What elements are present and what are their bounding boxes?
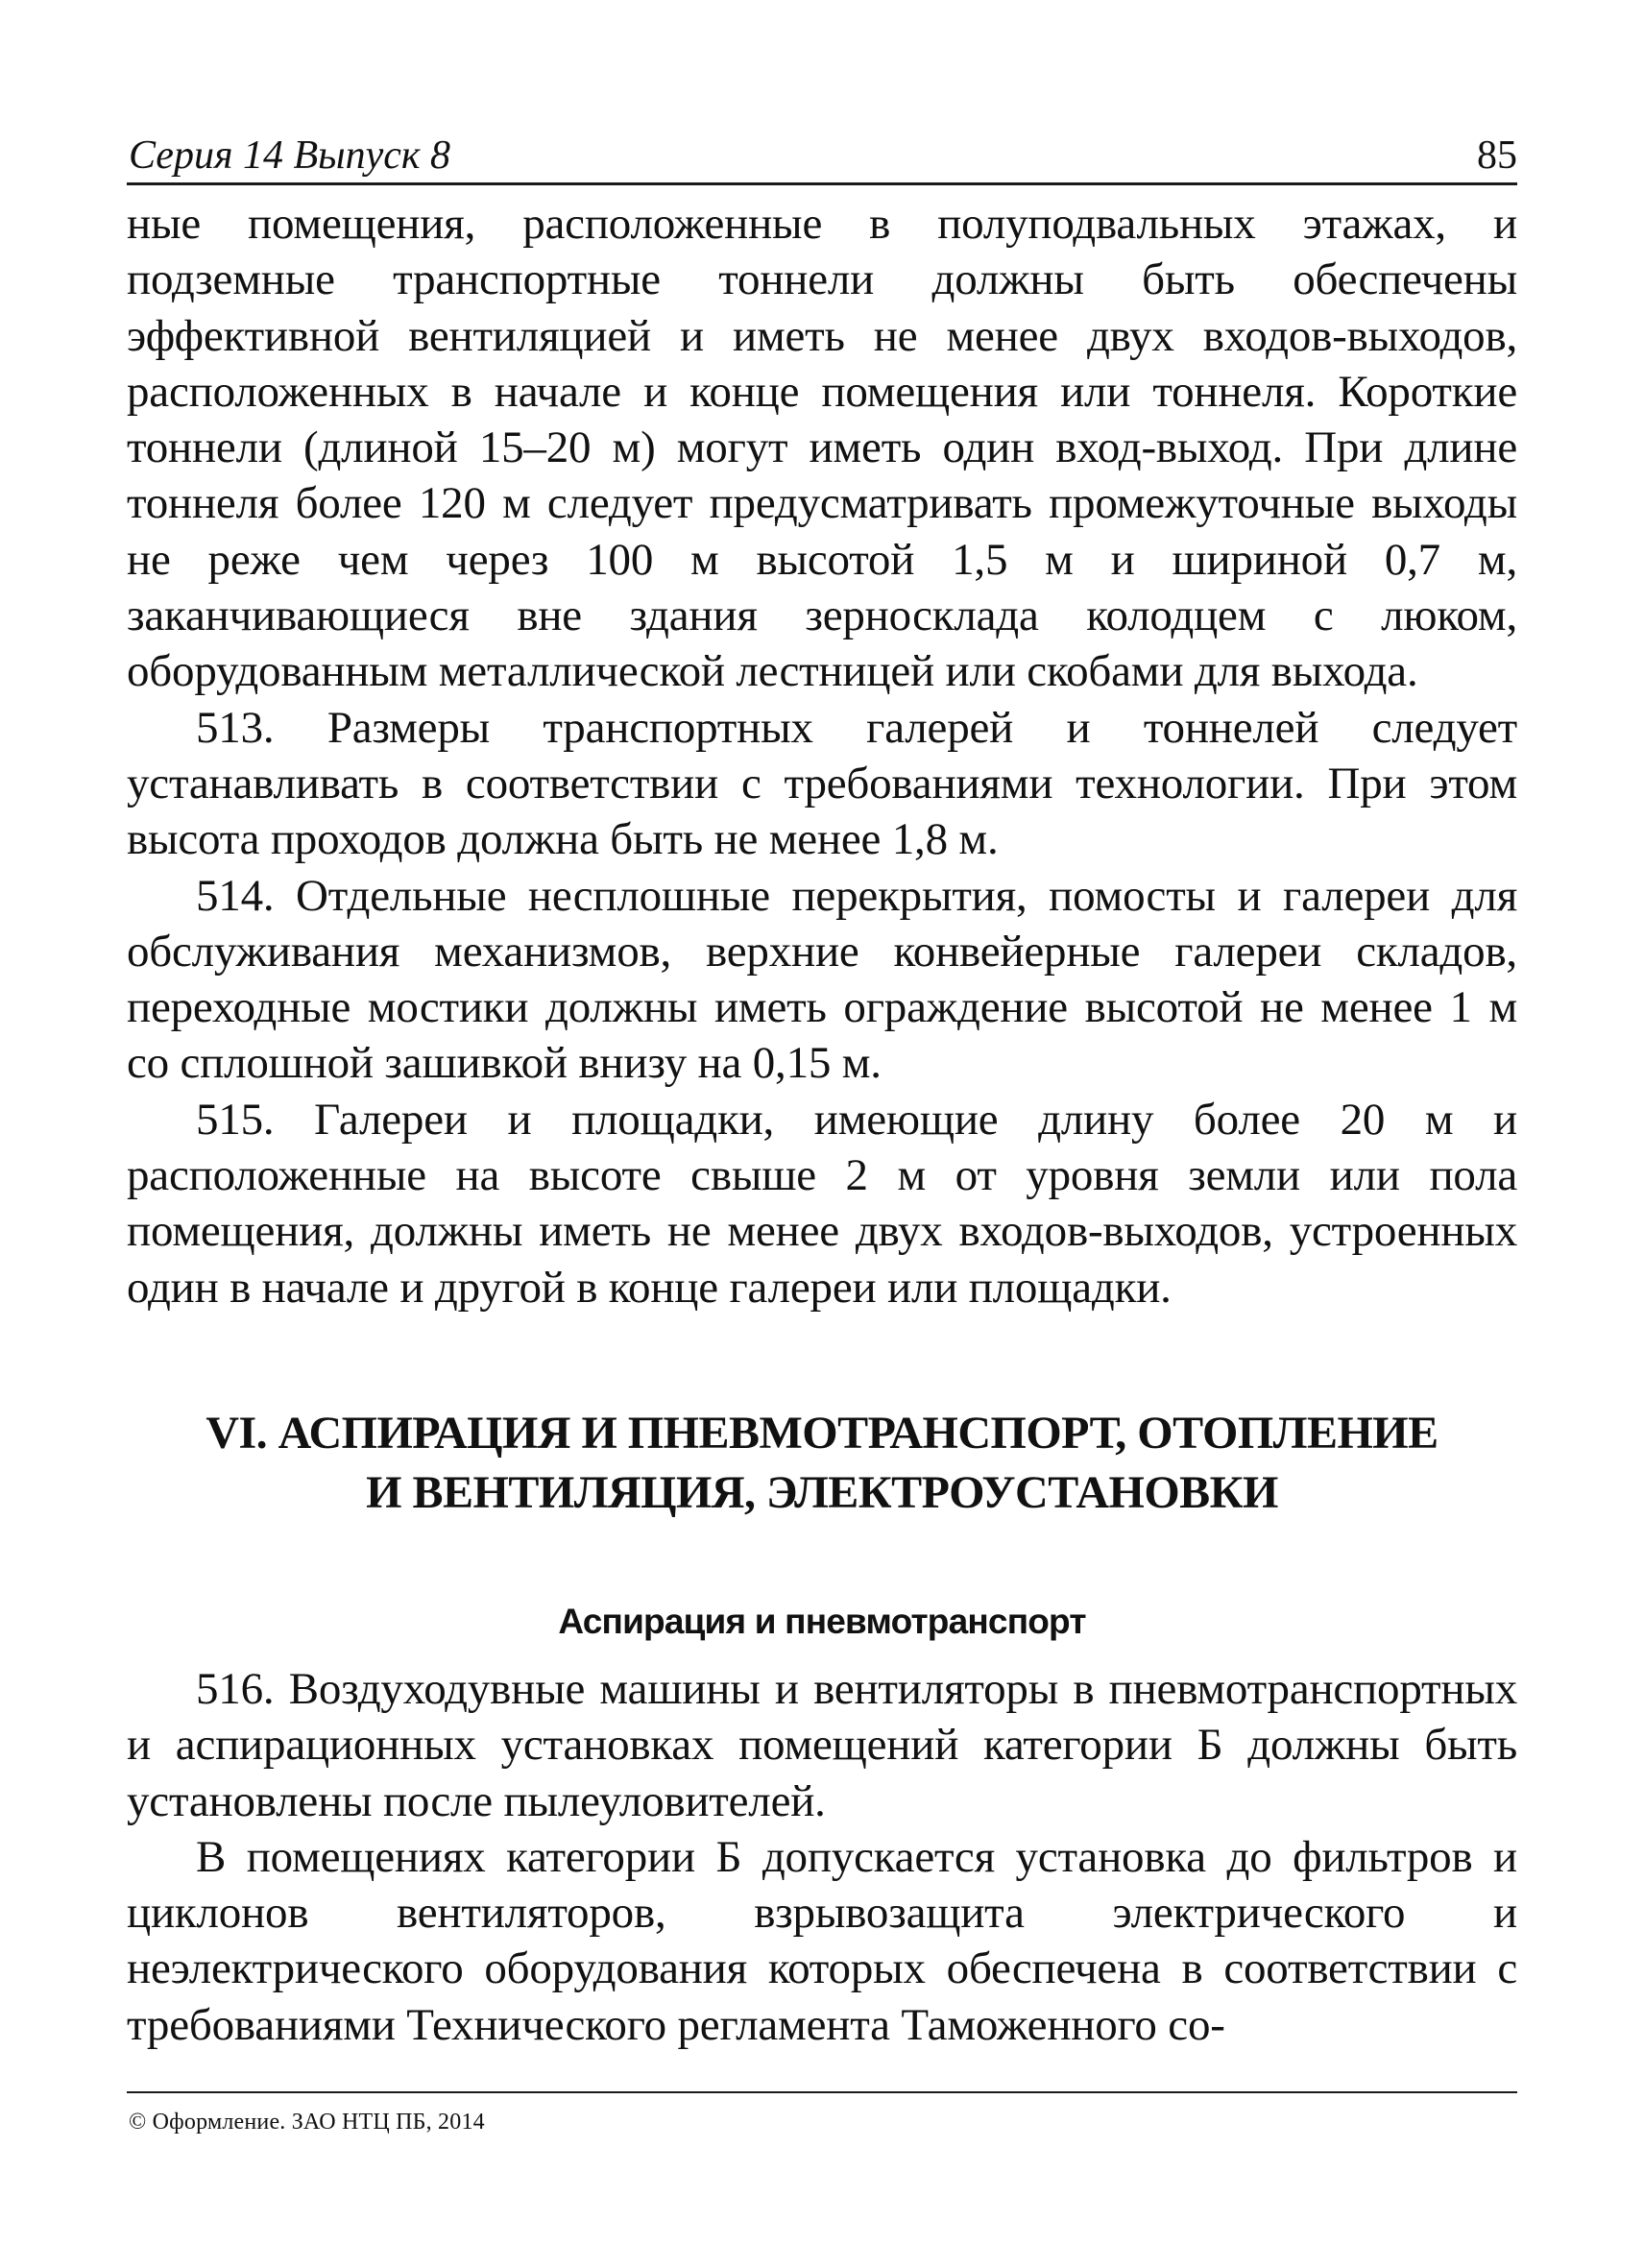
footer-copyright: © Оформление. ЗАО НТЦ ПБ, 2014 — [129, 2110, 485, 2135]
paragraph-513: 513. Размеры транспортных галерей и тоннелей следует устанавливать в соответствии с требованиями технологии. При этом высота проходов должна быть не менее 1,8 м. — [127, 702, 1517, 865]
paragraph-514: 514. Отдельные несплошные перекрытия, помосты и галереи для обслуживания механизмов, верхние конвейерные галереи складов, переходные мостики должны иметь ограждение высотой не менее 1 м со сплошной зашивкой внизу на 0,15 м. — [127, 870, 1517, 1089]
paragraph-category-b: В помещениях категории Б допускается установка до фильтров и циклонов вентиляторов, взрывозащита электрического и неэлектрического оборудования которых обеспечена в соответствии с требованиями Технического регламента Таможенного со- — [127, 1831, 1517, 2050]
paragraph-continuation: ные помещения, расположенные в полуподвальных этажах, и подземные транспортные тоннели должны быть обеспечены эффективной вентиляцией и иметь не менее двух входов-выходов, расположенных в начале и конце помещения или тоннеля. Короткие тоннели (длиной 15–20 м) могут иметь один вход-выход. При длине тоннеля более 120 м следует предусматривать промежуточные выходы не реже чем через 100 м высотой 1,5 м и шириной 0,7 м, заканчивающиеся вне здания зерносклада колодцем с люком, оборудованным металлической лестницей или скобами для выхода. — [127, 199, 1517, 697]
paragraph-515: 515. Галереи и площадки, имеющие длину более 20 м и расположенные на высоте свыше 2 м от уровня земли или пола помещения, должны иметь не менее двух входов-выходов, устроенных один в начале и другой в конце галереи или площадки. — [127, 1094, 1517, 1313]
page-number: 85 — [1477, 133, 1517, 178]
body-text-bottom — [127, 1661, 1517, 2053]
paragraph-516: 516. Воздуходувные машины и вентиляторы в пневмотранспортных и аспирационных установках помещений категории Б должны быть установлены после пылеуловителей. — [127, 1664, 1517, 1826]
section-heading-line-2: И ВЕНТИЛЯЦИЯ, ЭЛЕКТРОУСТАНОВКИ — [366, 1467, 1278, 1518]
footer-divider — [127, 2091, 1517, 2093]
running-header — [127, 123, 1517, 185]
subsection-heading: Аспирация и пневмотранспорт — [558, 1602, 1086, 1641]
section-heading — [127, 1404, 1517, 1523]
body-text-top — [127, 196, 1517, 1315]
section-heading-line-1: VI. АСПИРАЦИЯ И ПНЕВМОТРАНСПОРТ, ОТОПЛЕНИЕ — [206, 1408, 1438, 1459]
series-title: Серия 14 Выпуск 8 — [129, 133, 450, 178]
